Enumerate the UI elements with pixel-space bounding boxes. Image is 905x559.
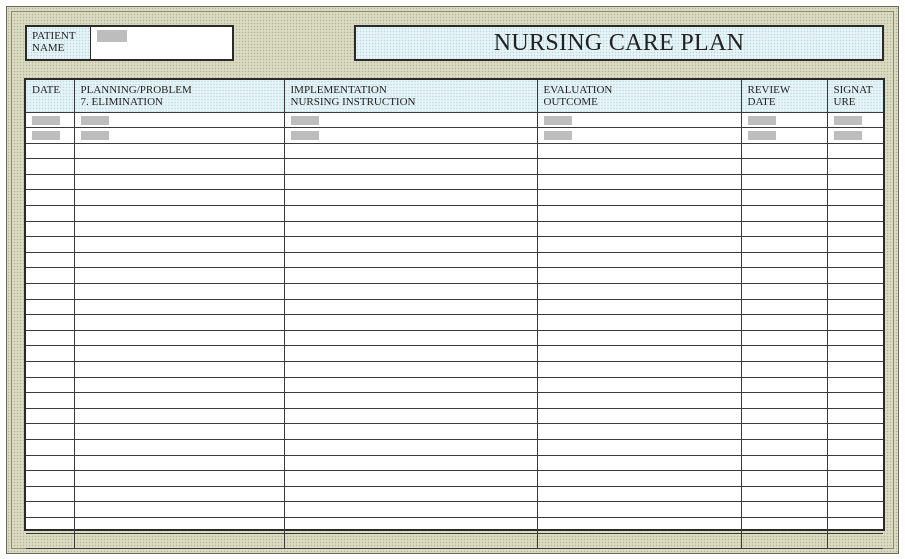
table-cell-evaluation[interactable] [537,533,741,549]
table-row [26,455,883,471]
table-cell-planning-problem[interactable] [74,268,284,284]
table-row [26,174,883,190]
table-cell-evaluation[interactable] [537,455,741,471]
table-cell-date[interactable] [26,533,74,549]
table-cell-review-date[interactable] [741,206,827,222]
table-cell-evaluation[interactable] [537,284,741,300]
table-cell-evaluation[interactable] [537,237,741,253]
table-row [26,237,883,253]
table-cell-evaluation[interactable] [537,128,741,144]
table-cell-review-date[interactable] [741,362,827,378]
table-cell-planning-problem[interactable] [74,408,284,424]
table-cell-date[interactable] [26,424,74,440]
table-cell-implementation[interactable] [284,315,537,331]
table-cell-review-date[interactable] [741,393,827,409]
table-cell-review-date[interactable] [741,112,827,128]
table-row [26,439,883,455]
table-cell-evaluation[interactable] [537,252,741,268]
table-row [26,315,883,331]
table-cell-implementation[interactable] [284,128,537,144]
table-cell-date[interactable] [26,362,74,378]
table-cell-date[interactable] [26,377,74,393]
table-cell-implementation[interactable] [284,190,537,206]
table-cell-planning-problem[interactable] [74,377,284,393]
table-row [26,190,883,206]
table-cell-signature[interactable] [827,517,883,533]
table-cell-evaluation[interactable] [537,486,741,502]
table-cell-implementation[interactable] [284,330,537,346]
table-cell-evaluation[interactable] [537,471,741,487]
table-cell-planning-problem[interactable] [74,346,284,362]
table-cell-implementation[interactable] [284,221,537,237]
table-cell-signature[interactable] [827,284,883,300]
table-cell-implementation[interactable] [284,455,537,471]
table-cell-implementation[interactable] [284,237,537,253]
table-cell-evaluation[interactable] [537,424,741,440]
table-row [26,206,883,222]
patient-label-line2: NAME [32,42,65,54]
table-cell-planning-problem[interactable] [74,252,284,268]
table-cell-signature[interactable] [827,424,883,440]
table-cell-review-date[interactable] [741,299,827,315]
table-cell-signature[interactable] [827,174,883,190]
table-cell-implementation[interactable] [284,408,537,424]
patient-label-line1: PATIENT [32,30,76,42]
table-row [26,159,883,175]
patient-name-field[interactable] [91,27,232,59]
table-row [26,393,883,409]
redacted-text [32,131,60,140]
redacted-text [544,116,572,125]
form-title: NURSING CARE PLAN [354,25,884,61]
table-row [26,377,883,393]
table-cell-planning-problem[interactable] [74,112,284,128]
table-cell-signature[interactable] [827,190,883,206]
redacted-text [81,131,109,140]
table-cell-signature[interactable] [827,330,883,346]
table-cell-review-date[interactable] [741,486,827,502]
redacted-text [291,131,319,140]
table-cell-date[interactable] [26,455,74,471]
table-cell-date[interactable] [26,128,74,144]
column-header-line1: PLANNING/PROBLEM [80,84,192,96]
redacted-text [291,116,319,125]
table-cell-evaluation[interactable] [537,143,741,159]
column-header-evaluation [537,80,741,112]
table-cell-date[interactable] [26,174,74,190]
table-cell-planning-problem[interactable] [74,471,284,487]
table-cell-signature[interactable] [827,455,883,471]
table-cell-planning-problem[interactable] [74,424,284,440]
table-cell-date[interactable] [26,237,74,253]
table-cell-planning-problem[interactable] [74,315,284,331]
table-cell-implementation[interactable] [284,517,537,533]
table-cell-evaluation[interactable] [537,517,741,533]
table-cell-date[interactable] [26,221,74,237]
redacted-text [834,131,862,140]
table-cell-date[interactable] [26,439,74,455]
table-row [26,268,883,284]
table-cell-date[interactable] [26,315,74,331]
table-cell-evaluation[interactable] [537,174,741,190]
table-body [26,112,883,549]
table-cell-date[interactable] [26,268,74,284]
table-cell-signature[interactable] [827,486,883,502]
table-cell-date[interactable] [26,159,74,175]
column-header-line1: REVIEW [747,84,791,96]
column-header-date [26,80,74,112]
table-row [26,502,883,518]
care-plan-grid [26,80,883,549]
table-cell-date[interactable] [26,346,74,362]
table-cell-implementation[interactable] [284,299,537,315]
table-cell-signature[interactable] [827,471,883,487]
table-cell-implementation[interactable] [284,377,537,393]
table-cell-review-date[interactable] [741,424,827,440]
table-cell-evaluation[interactable] [537,408,741,424]
column-header-line2: NURSING INSTRUCTION [290,96,416,108]
table-row [26,299,883,315]
table-cell-implementation[interactable] [284,439,537,455]
redacted-text [81,116,109,125]
table-cell-implementation[interactable] [284,268,537,284]
table-cell-implementation[interactable] [284,252,537,268]
table-cell-signature[interactable] [827,315,883,331]
table-cell-review-date[interactable] [741,143,827,159]
redacted-text [748,116,776,125]
table-cell-evaluation[interactable] [537,377,741,393]
table-cell-review-date[interactable] [741,471,827,487]
table-row [26,252,883,268]
table-cell-signature[interactable] [827,252,883,268]
table-cell-planning-problem[interactable] [74,533,284,549]
redacted-text [32,116,60,125]
table-cell-signature[interactable] [827,128,883,144]
table-cell-planning-problem[interactable] [74,206,284,222]
table-row [26,221,883,237]
table-row [26,330,883,346]
table-cell-review-date[interactable] [741,408,827,424]
table-cell-planning-problem[interactable] [74,190,284,206]
table-cell-signature[interactable] [827,346,883,362]
table-cell-date[interactable] [26,393,74,409]
table-cell-implementation[interactable] [284,206,537,222]
table-cell-signature[interactable] [827,268,883,284]
table-cell-implementation[interactable] [284,112,537,128]
table-cell-implementation[interactable] [284,362,537,378]
table-cell-signature[interactable] [827,502,883,518]
table-cell-signature[interactable] [827,237,883,253]
table-cell-planning-problem[interactable] [74,393,284,409]
column-header-line2: DATE [747,96,776,108]
table-cell-date[interactable] [26,299,74,315]
table-cell-signature[interactable] [827,393,883,409]
table-cell-evaluation[interactable] [537,268,741,284]
table-cell-implementation[interactable] [284,424,537,440]
table-cell-review-date[interactable] [741,252,827,268]
table-cell-evaluation[interactable] [537,330,741,346]
table-cell-implementation[interactable] [284,174,537,190]
table-cell-evaluation[interactable] [537,346,741,362]
table-cell-review-date[interactable] [741,517,827,533]
table-cell-planning-problem[interactable] [74,284,284,300]
table-cell-evaluation[interactable] [537,206,741,222]
table-cell-signature[interactable] [827,112,883,128]
column-header-line2: URE [833,96,856,108]
table-row [26,486,883,502]
table-cell-review-date[interactable] [741,533,827,549]
column-header-review-date [741,80,827,112]
table-cell-signature[interactable] [827,533,883,549]
table-cell-date[interactable] [26,252,74,268]
table-row [26,346,883,362]
table-cell-review-date[interactable] [741,237,827,253]
table-cell-signature[interactable] [827,159,883,175]
table-cell-implementation[interactable] [284,346,537,362]
table-cell-date[interactable] [26,486,74,502]
table-cell-planning-problem[interactable] [74,174,284,190]
table-cell-signature[interactable] [827,362,883,378]
table-cell-review-date[interactable] [741,315,827,331]
table-cell-evaluation[interactable] [537,190,741,206]
table-cell-review-date[interactable] [741,284,827,300]
table-cell-planning-problem[interactable] [74,486,284,502]
redacted-text [834,116,862,125]
table-cell-planning-problem[interactable] [74,221,284,237]
redacted-text [748,131,776,140]
table-row [26,362,883,378]
table-cell-signature[interactable] [827,299,883,315]
table-cell-review-date[interactable] [741,346,827,362]
table-cell-planning-problem[interactable] [74,128,284,144]
table-cell-review-date[interactable] [741,330,827,346]
column-header-line2: OUTCOME [543,96,598,108]
table-cell-implementation[interactable] [284,486,537,502]
table-cell-planning-problem[interactable] [74,237,284,253]
table-cell-implementation[interactable] [284,533,537,549]
table-cell-evaluation[interactable] [537,299,741,315]
column-header-line2: 7. ELIMINATION [80,96,163,108]
table-cell-review-date[interactable] [741,128,827,144]
table-cell-date[interactable] [26,502,74,518]
table-cell-implementation[interactable] [284,143,537,159]
table-cell-implementation[interactable] [284,159,537,175]
redacted-text [544,131,572,140]
column-header-planning-problem [74,80,284,112]
table-cell-date[interactable] [26,112,74,128]
table-cell-implementation[interactable] [284,502,537,518]
table-row [26,424,883,440]
table-cell-date[interactable] [26,206,74,222]
table-cell-review-date[interactable] [741,455,827,471]
table-cell-planning-problem[interactable] [74,159,284,175]
column-header-signature [827,80,883,112]
table-cell-signature[interactable] [827,439,883,455]
care-plan-table [24,78,885,531]
table-cell-date[interactable] [26,471,74,487]
column-header-implementation [284,80,537,112]
table-cell-signature[interactable] [827,221,883,237]
table-row [26,533,883,549]
table-cell-review-date[interactable] [741,502,827,518]
table-row [26,471,883,487]
table-row [26,112,883,128]
column-header-line1: DATE [32,84,61,96]
table-cell-planning-problem[interactable] [74,362,284,378]
patient-name-label [27,27,91,59]
table-cell-signature[interactable] [827,377,883,393]
table-cell-implementation[interactable] [284,284,537,300]
table-cell-date[interactable] [26,517,74,533]
table-row [26,128,883,144]
column-header-line1: SIGNAT [833,84,873,96]
table-cell-review-date[interactable] [741,377,827,393]
table-cell-evaluation[interactable] [537,502,741,518]
table-cell-evaluation[interactable] [537,221,741,237]
table-cell-evaluation[interactable] [537,112,741,128]
table-cell-planning-problem[interactable] [74,299,284,315]
table-cell-review-date[interactable] [741,174,827,190]
table-cell-date[interactable] [26,330,74,346]
table-cell-evaluation[interactable] [537,439,741,455]
table-cell-review-date[interactable] [741,221,827,237]
table-row [26,517,883,533]
table-cell-date[interactable] [26,408,74,424]
column-header-line1: IMPLEMENTATION [290,84,387,96]
table-cell-planning-problem[interactable] [74,502,284,518]
table-cell-implementation[interactable] [284,471,537,487]
table-cell-evaluation[interactable] [537,393,741,409]
table-cell-review-date[interactable] [741,439,827,455]
table-cell-signature[interactable] [827,143,883,159]
table-cell-date[interactable] [26,143,74,159]
table-cell-planning-problem[interactable] [74,330,284,346]
column-header-line1: EVALUATION [543,84,613,96]
table-cell-signature[interactable] [827,408,883,424]
table-row [26,408,883,424]
patient-name-box [25,25,234,61]
table-cell-signature[interactable] [827,206,883,222]
patient-name-redaction [97,30,127,42]
table-row [26,143,883,159]
table-cell-review-date[interactable] [741,159,827,175]
table-row [26,284,883,300]
table-cell-date[interactable] [26,190,74,206]
table-cell-evaluation[interactable] [537,315,741,331]
table-cell-planning-problem[interactable] [74,143,284,159]
table-cell-implementation[interactable] [284,393,537,409]
table-cell-planning-problem[interactable] [74,455,284,471]
table-cell-planning-problem[interactable] [74,517,284,533]
table-cell-date[interactable] [26,284,74,300]
table-cell-planning-problem[interactable] [74,439,284,455]
table-cell-review-date[interactable] [741,190,827,206]
table-cell-evaluation[interactable] [537,159,741,175]
table-cell-evaluation[interactable] [537,362,741,378]
header-row [26,80,883,112]
table-cell-review-date[interactable] [741,268,827,284]
